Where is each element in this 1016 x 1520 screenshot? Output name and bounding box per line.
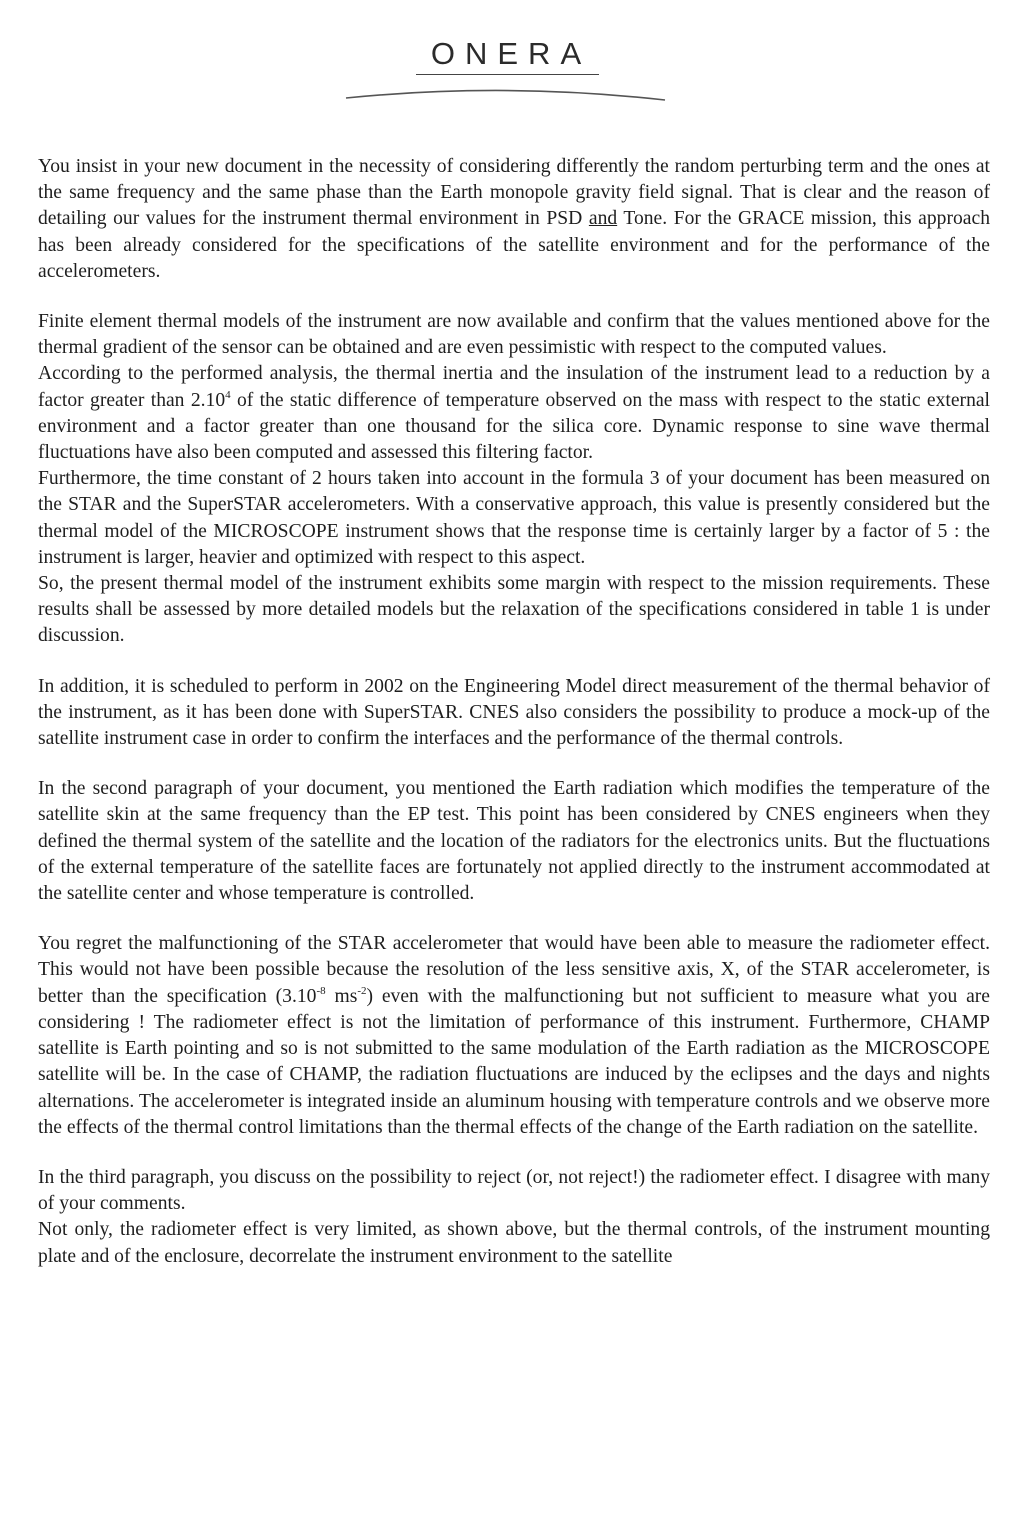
underlined-and: and — [588, 208, 618, 230]
paragraph-not-only: Not only, the radiometer effect is very limited, as shown above, but the thermal controls, of the instrument mounting plate and of the enclosure, decorrelate the instrument environment to the satellite — [38, 1219, 990, 1267]
paragraph-star-accelerometer: You regret the malfunctioning of the STAR accelerometer that would have been able to measure the radiometer effect. This would not have been possible because the resolution of the less sensitive axis, X, of the STAR accelerometer, is better than the specification ($3.10^{-8}$ $ms^{-2}$) even with the malfunctioning but not sufficient to measure what you are considering ! The radiometer effect is not the limitation of performance of this instrument. Furthermore, CHAMP satellite is Earth pointing and so is not submitted to the same modulation of the Earth radiation as the MICROSCOPE satellite will be. In the case of CHAMP, the radiation fluctuations are induced by the eclipses and the days and nights alternations. The accelerometer is integrated inside an aluminum housing with temperature controls and we observe more the effects of the thermal control limitations than the thermal effects of the change of the Earth radiation on the satellite. — [38, 933, 990, 1138]
paragraph-earth-radiation: In the second paragraph of your document, you mentioned the Earth radiation which modifies the temperature of the satellite skin at the same frequency than the EP test. This point has been considered by CNES engineers when they defined the thermal system of the satellite and the location of the radiators for the electronics units. But the fluctuations of the external temperature of the satellite faces are fortunately not applied directly to the instrument accommodated at the satellite center and whose temperature is controlled. — [38, 778, 990, 905]
paragraph-margin: So, the present thermal model of the instrument exhibits some margin with respect to the mission requirements. These results shall be assessed by more detailed models but the relaxation of the specifications considered in table 1 is under discussion. — [38, 573, 990, 647]
letterhead — [0, 30, 1016, 110]
onera-logo: ONERA — [430, 36, 592, 71]
logo-swoosh — [0, 30, 1016, 110]
paragraph-time-constant: Furthermore, the time constant of 2 hours taken into account in the formula 3 of your document has been measured on the STAR and the SuperSTAR accelerometers. With a conservative approach, this value is presently considered but the thermal model of the MICROSCOPE instrument shows that the response time is certainly larger by a factor of 5 : the instrument is larger, heavier and optimized with respect to this aspect. — [38, 468, 990, 568]
paragraph-third: In the third paragraph, you discuss on the possibility to reject (or, not reject!) the radiometer effect. I disagree with many of your comments. — [38, 1166, 990, 1215]
paragraph-finite-element: Finite element thermal models of the instrument are now available and confirm that the values mentioned above for the thermal gradient of the sensor can be obtained and are even pessimistic with respect to the computed values. — [38, 311, 990, 359]
letter-body — [38, 154, 990, 1270]
paragraph-engineering-model: In addition, it is scheduled to perform in 2002 on the Engineering Model direct measurement of the thermal behavior of the instrument, as it has been done with SuperSTAR. CNES also considers the possibility to produce a mock-up of the satellite instrument case in order to confirm the interfaces and the performance of the thermal controls. — [38, 675, 990, 750]
paragraph-analysis: According to the performed analysis, the thermal inertia and the insulation of the instrument lead to a reduction by a factor greater than 2.10$^4$ of the static difference of temperature observed on the mass with respect to the static external environment and a factor greater than one thousand for the silica core. Dynamic response to sine wave thermal fluctuations have also been computed and assessed this filtering factor. — [38, 363, 991, 464]
paragraph-psd-tone: You insist in your new document in the necessity of considering differently the random perturbing term and the ones at the same frequency and the same phase than the Earth monopole gravity field signal. That is clear and the reason of detailing our values for the instrument thermal environment in PSD and Tone. For the GRACE mission, this approach has been already considered for the specifications of the satellite environment and for the performance of the accelerometers. — [38, 156, 990, 282]
